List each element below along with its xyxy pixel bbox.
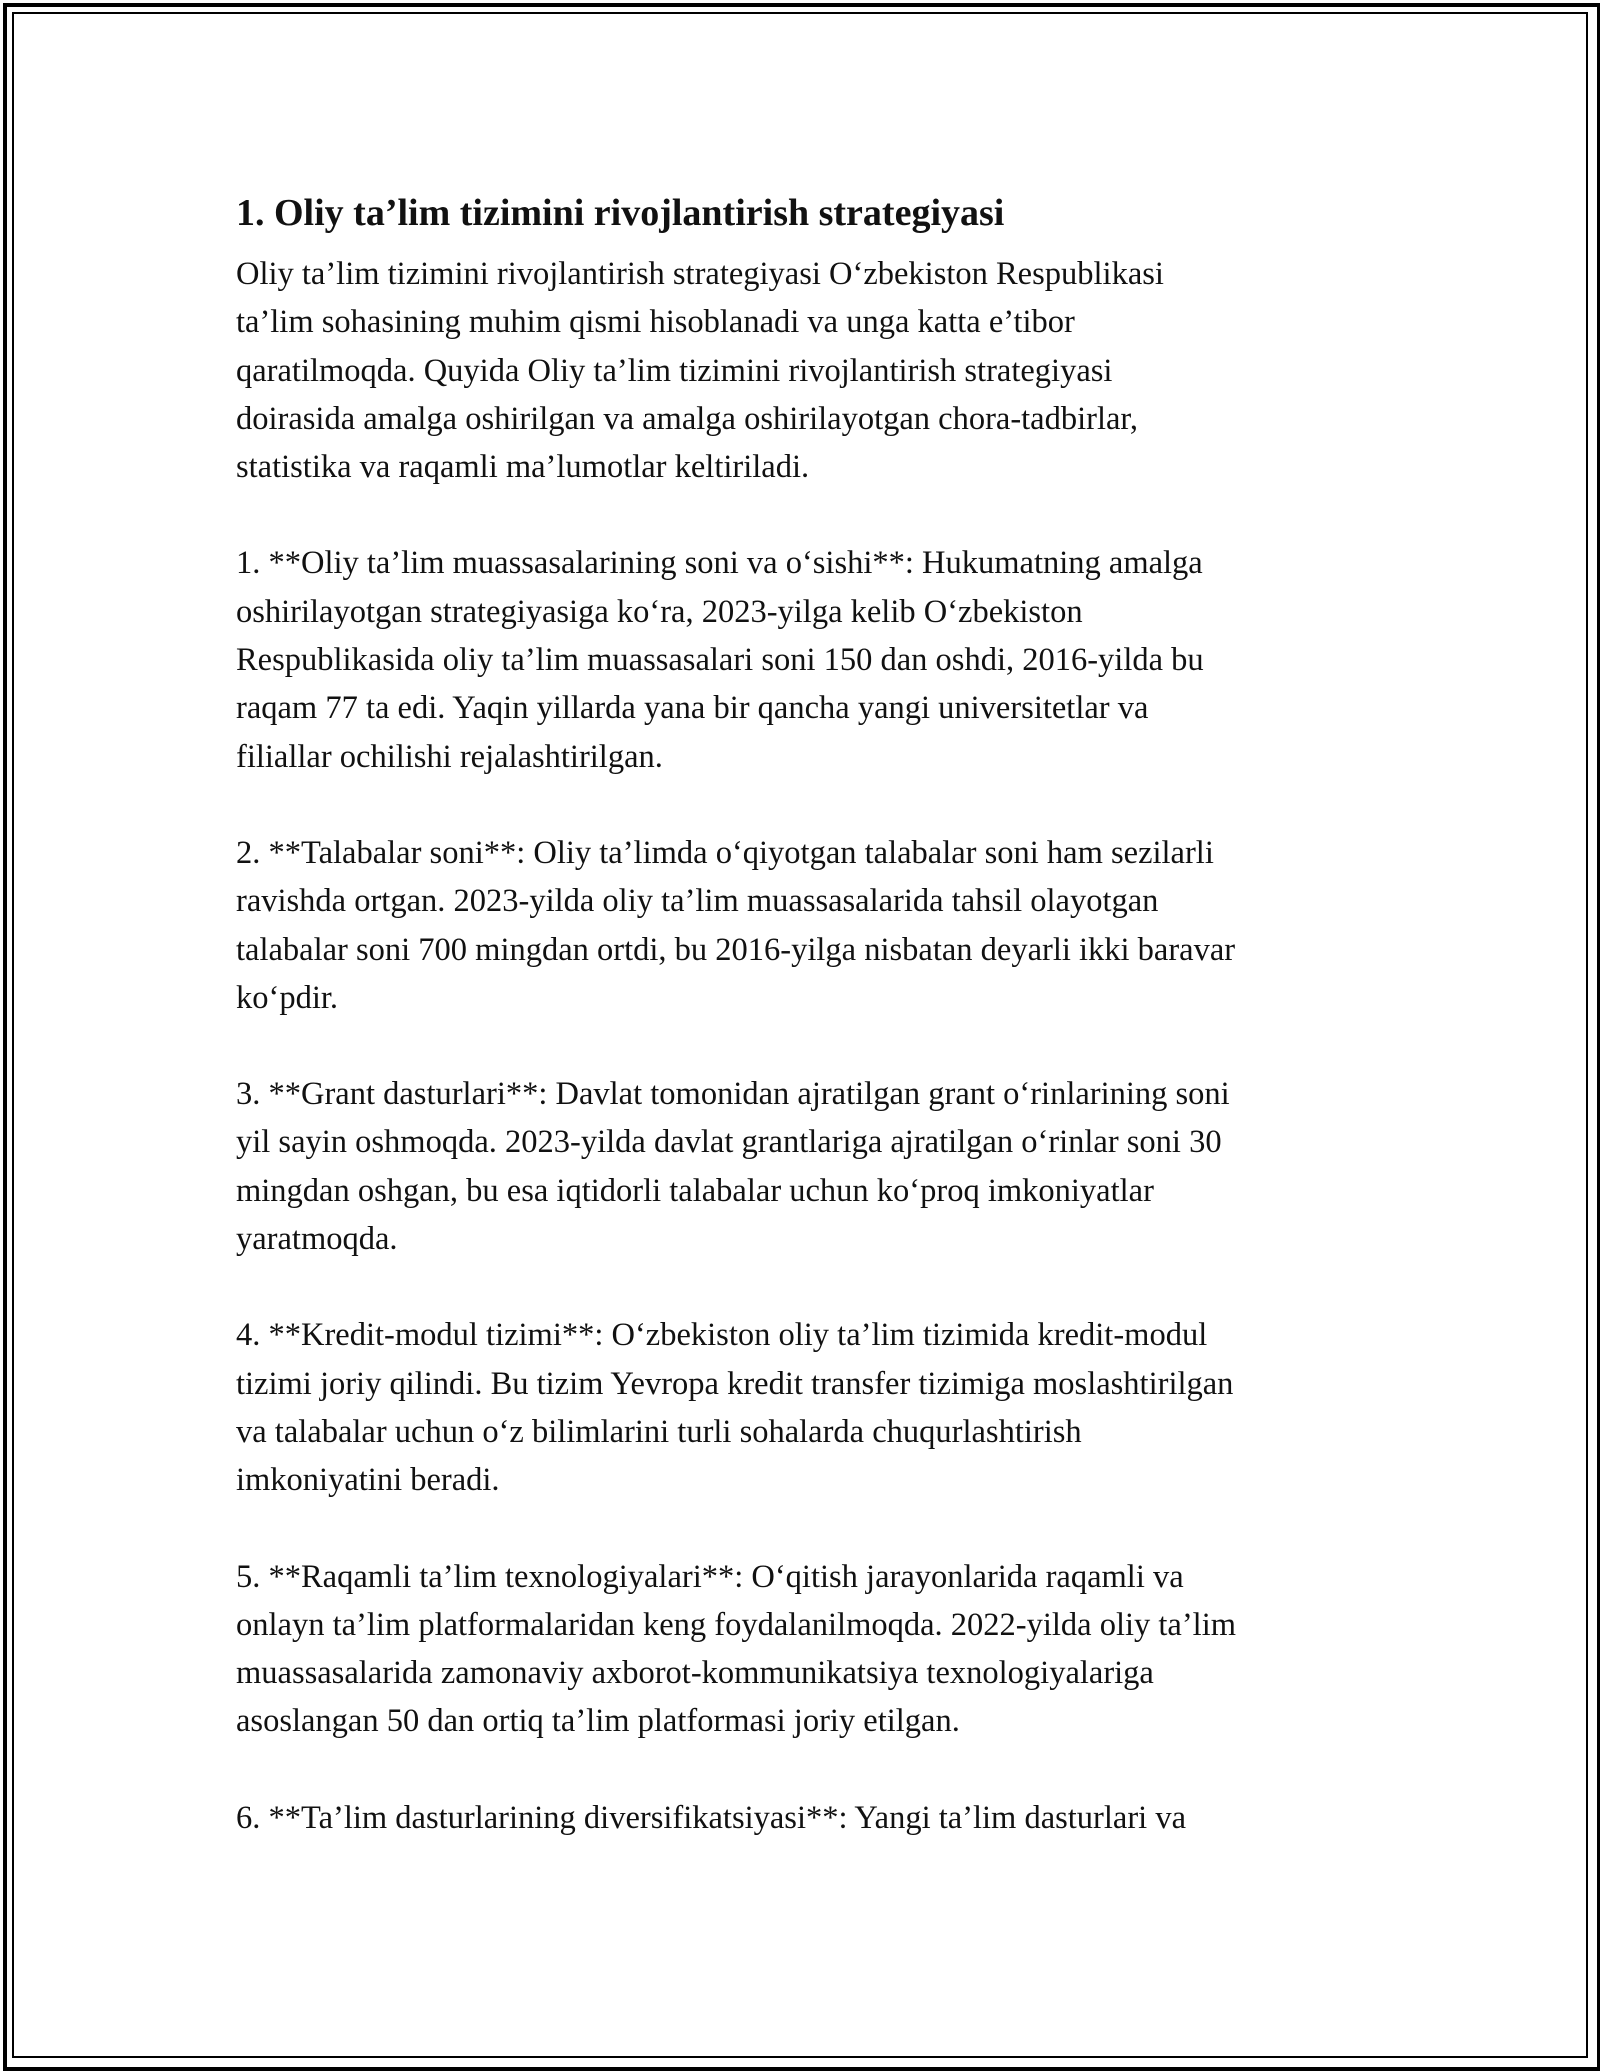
section-heading: 1. Oliy ta’lim tizimini rivojlantirish strategiyasi (236, 192, 1005, 234)
paragraph-item-4: 4. **Kredit-modul tizimi**: O‘zbekiston oliy ta’lim tizimida kredit-modul tizimi joriy qilindi. Bu tizim Yevropa kredit transfer tizimiga moslashtirilgan va talabalar uchun o‘z bilimlarini turli sohalarda chuqurlashtirish imkoniyatini beradi. (236, 1317, 1234, 1499)
document-body (236, 186, 1386, 1842)
paragraph-item-5: 5. **Raqamli ta’lim texnologiyalari**: O‘qitish jarayonlarida raqamli va onlayn ta’lim platformalaridan keng foydalanilmoqda. 2022-yilda oliy ta’lim muassasalarida zamonaviy axborot-kommunikatsiya texnologiyalariga asoslangan 50 dan ortiq ta’lim platformasi joriy etilgan. (236, 1558, 1237, 1740)
paragraph-item-3: 3. **Grant dasturlari**: Davlat tomonidan ajratilgan grant o‘rinlarining soni yil sayin oshmoqda. 2023-yilda davlat grantlariga ajratilgan o‘rinlar soni 30 mingdan oshgan, bu esa iqtidorli talabalar uchun ko‘proq imkoniyatlar yaratmoqda. (236, 1076, 1230, 1258)
paragraph-item-6: 6. **Ta’lim dasturlarining diversifikatsiyasi**: Yangi ta’lim dasturlari va (236, 1799, 1186, 1836)
intro-paragraph: Oliy ta’lim tizimini rivojlantirish strategiyasi O‘zbekiston Respublikasi ta’lim sohasining muhim qismi hisoblanadi va unga katta e’tibor qaratilmoqda. Quyida Oliy ta’lim tizimini rivojlantirish strategiyasi doirasida amalga oshirilgan va amalga oshirilayotgan chora-tadbirlar, statistika va raqamli ma’lumotlar keltiriladi. (236, 256, 1164, 486)
paragraph-item-1: 1. **Oliy ta’lim muassasalarining soni va o‘sishi**: Hukumatning amalga oshirilayotgan strategiyasiga ko‘ra, 2023-yilga kelib O‘zbekiston Respublikasida oliy ta’lim muassasalari soni 150 dan oshdi, 2016-yilda bu raqam 77 ta edi. Yaqin yillarda yana bir qancha yangi universitetlar va filiallar ochilishi rejalashtirilgan. (236, 545, 1204, 775)
paragraph-item-2: 2. **Talabalar soni**: Oliy ta’limda o‘qiyotgan talabalar soni ham sezilarli ravishda ortgan. 2023-yilda oliy ta’lim muassasalarida tahsil olayotgan talabalar soni 700 mingdan ortdi, bu 2016-yilga nisbatan deyarli ikki baravar ko‘pdir. (236, 834, 1236, 1016)
